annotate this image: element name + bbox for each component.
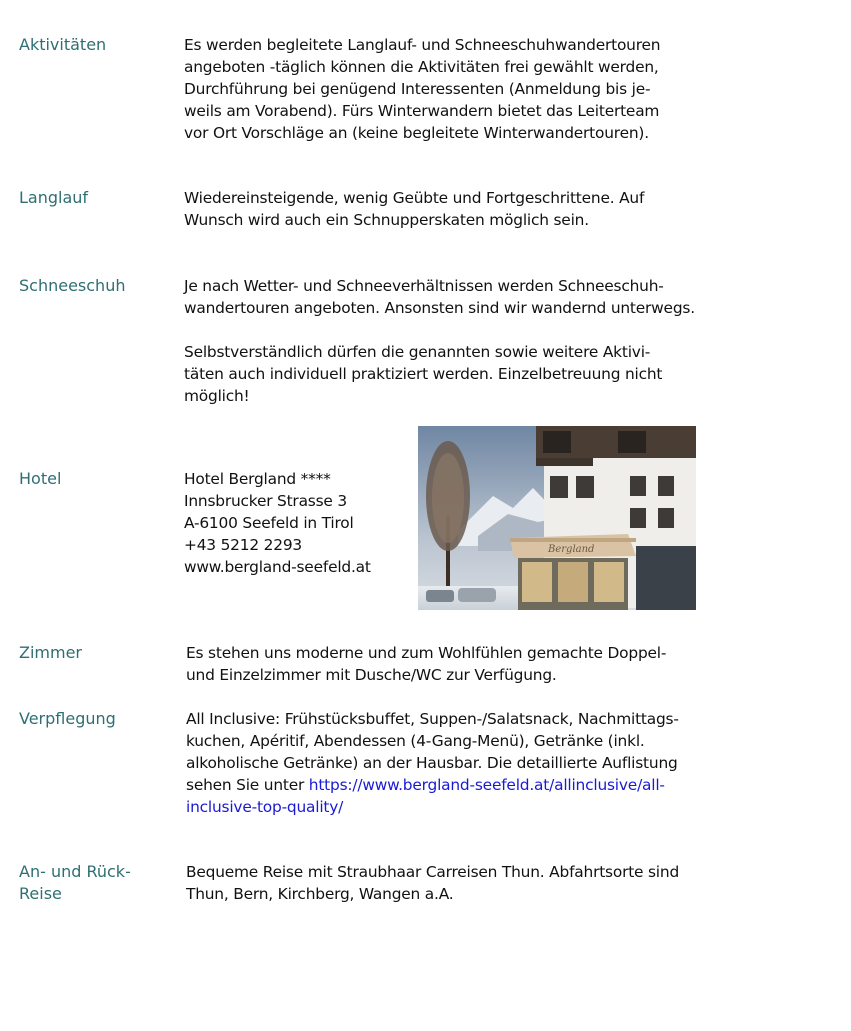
text-line: All Inclusive: Frühstücksbuffet, Suppen-/Salatsnack, Nachmittags- (186, 710, 679, 728)
hotel-address (184, 468, 371, 578)
section-label-zimmer: Zimmer (19, 643, 82, 662)
text-line (186, 796, 679, 818)
hotel-website: www.bergland-seefeld.at (184, 558, 371, 576)
section-text-langlauf (184, 187, 644, 231)
text-line: möglich! (184, 387, 250, 405)
text-line: kuchen, Apéritif, Abendessen (4-Gang-Menü), Getränke (inkl. (186, 732, 645, 750)
section-label-langlauf: Langlauf (19, 188, 89, 207)
text-line: Wiedereinsteigende, wenig Geübte und Fortgeschrittene. Auf (184, 189, 645, 207)
text-line: Wunsch wird auch ein Schnupperskaten möglich sein. (184, 211, 589, 229)
link-prefix: sehen Sie unter (186, 776, 309, 794)
section-text-zimmer (186, 642, 666, 686)
text-line: Je nach Wetter- und Schneeverhältnissen werden Schneeschuh- (184, 277, 664, 295)
text-line: Durchführung bei genügend Interessenten (Anmeldung bis je- (184, 80, 651, 98)
text-line: weils am Vorabend). Fürs Winterwandern bietet das Leiterteam (184, 102, 660, 120)
text-line: täten auch individuell praktiziert werden. Einzelbetreuung nicht (184, 365, 663, 383)
section-text-schneeschuh (184, 275, 695, 319)
text-line: alkoholische Getränke) an der Hausbar. Die detaillierte Auflistung (186, 754, 678, 772)
text-line: Bequeme Reise mit Straubhaar Carreisen Thun. Abfahrtsorte sind (186, 863, 680, 881)
section-label-verpflegung: Verpflegung (19, 709, 116, 728)
text-line: Selbstverständlich dürfen die genannten sowie weitere Aktivi- (184, 343, 651, 361)
text-line: Thun, Bern, Kirchberg, Wangen a.A. (186, 885, 454, 903)
section-label-schneeschuh: Schneeschuh (19, 276, 126, 295)
hotel-sign: Bergland (548, 544, 595, 555)
all-inclusive-link[interactable]: https://www.bergland-seefeld.at/allinclusive/all- (308, 776, 665, 794)
text-line (186, 774, 679, 796)
section-text-aktivitaeten (184, 34, 660, 144)
hotel-street: Innsbrucker Strasse 3 (184, 492, 347, 510)
section-label-hotel: Hotel (19, 469, 62, 488)
section-text-verpflegung (186, 708, 679, 818)
photo-credit: © Hotel Bergland Seefeld (842, 928, 851, 1031)
hotel-name: Hotel Bergland **** (184, 470, 331, 488)
text-line: angeboten -täglich können die Aktivitäten frei gewählt werden, (184, 58, 659, 76)
text-line: Es stehen uns moderne und zum Wohlfühlen gemachte Doppel- (186, 644, 667, 662)
hotel-phone: +43 5212 2293 (184, 536, 303, 554)
section-text-anreise (186, 861, 679, 905)
section-text-schneeschuh-note (184, 341, 662, 407)
section-label-aktivitaeten: Aktivitäten (19, 35, 107, 54)
section-label-anreise: An- und Rück- Reise (19, 862, 131, 903)
hotel-city: A-6100 Seefeld in Tirol (184, 514, 354, 532)
text-line: vor Ort Vorschläge an (keine begleitete Winterwandertouren). (184, 124, 649, 142)
text-line: und Einzelzimmer mit Dusche/WC zur Verfügung. (186, 666, 557, 684)
all-inclusive-link-continued[interactable]: inclusive-top-quality/ (186, 798, 344, 816)
text-line: Es werden begleitete Langlauf- und Schneeschuhwandertouren (184, 36, 661, 54)
hotel-photo-illustration (418, 426, 696, 610)
text-line: wandertouren angeboten. Ansonsten sind wir wandernd unterwegs. (184, 299, 695, 317)
